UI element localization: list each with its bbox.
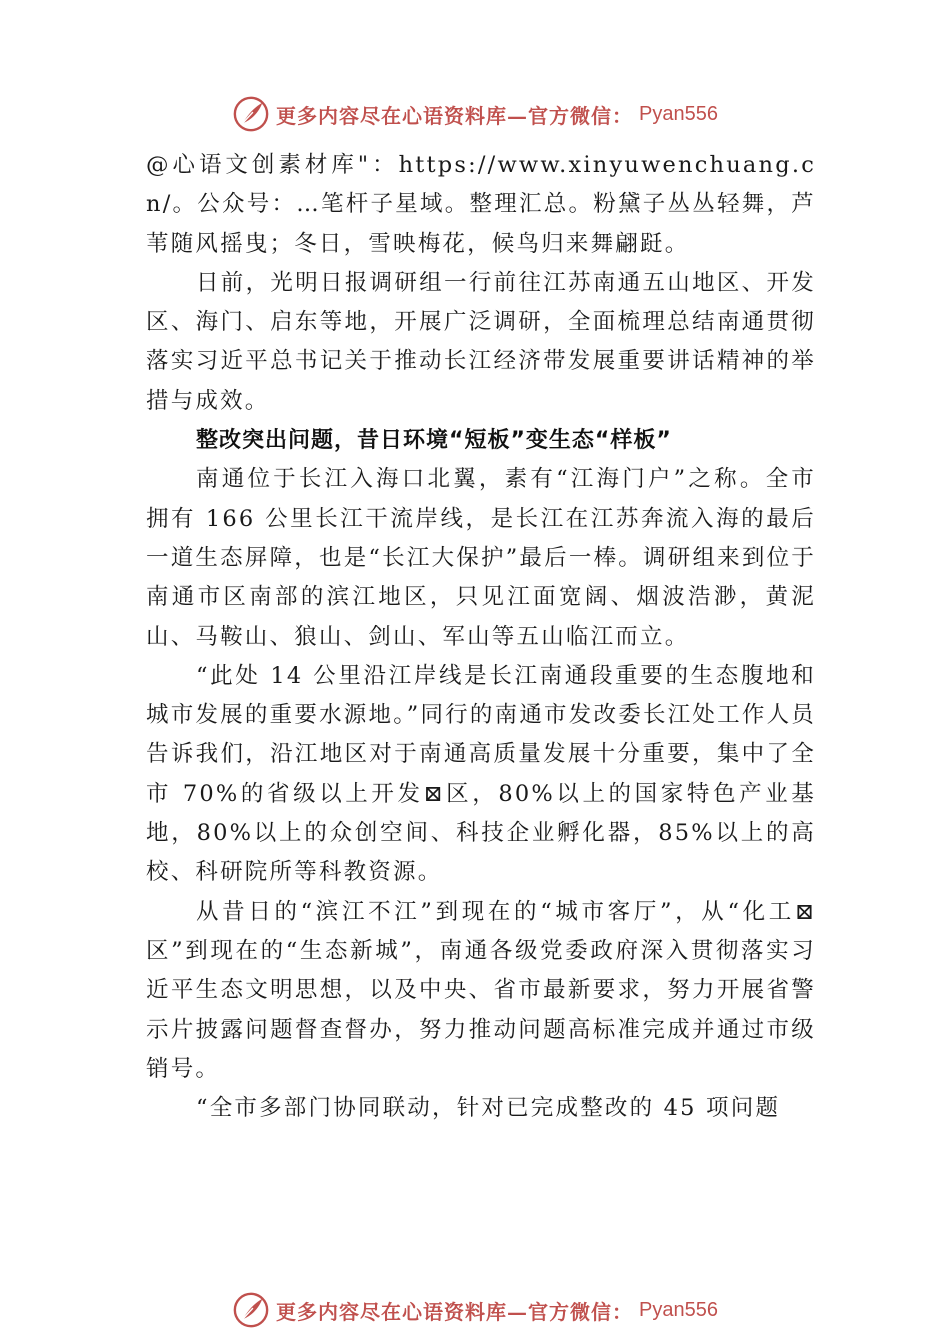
banner-wechat-id: Pyan556 bbox=[639, 1298, 718, 1321]
paragraph-1: 日前，光明日报调研组一行前往江苏南通五山地区、开发区、海门、启东等地，开展广泛调研，全面梳理总结南通贯彻落实习近平总书记关于推动长江经济带发展重要讲话精神的举措与成效。 bbox=[146, 269, 816, 414]
section-heading: 整改突出问题，昔日环境“短板”变生态“样板” bbox=[196, 428, 672, 454]
paragraph-4-text-a: 从昔日的“滨江不江”到现在的“城市客厅”，从“化工 bbox=[196, 898, 795, 925]
document-body bbox=[146, 146, 816, 1128]
intro-paragraph: @心语文创素材库"：https://www.xinyuwenchuang.cn/。公众号：…笔杆子星域。整理汇总。粉黛子丛丛轻舞，芦苇随风摇曳；冬日，雪映梅花，候鸟归来舞翩跹。 bbox=[146, 152, 816, 257]
bottom-banner bbox=[0, 1288, 950, 1332]
paragraph-4 bbox=[146, 893, 816, 1089]
quill-pen-logo-icon bbox=[232, 95, 270, 133]
paragraph-3-text: “此处 14 公里沿江岸线是长江南通段重要的生态腹地和城市发展的重要水源地。”同行的南通市发改委长江处工作人员告诉我们，沿江地区对于南通高质量发展十分重要，集中了全市 70%的省级以上开发 bbox=[146, 662, 816, 807]
quill-pen-logo-icon bbox=[232, 1291, 270, 1329]
banner-text: 更多内容尽在心语资料库—官方微信： bbox=[276, 103, 634, 128]
banner-text: 更多内容尽在心语资料库—官方微信： bbox=[276, 1299, 634, 1324]
paragraph-2: 南通位于长江入海口北翼，素有“江海门户”之称。全市拥有 166 公里长江干流岸线，是长江在江苏奔流入海的最后一道生态屏障，也是“长江大保护”最后一棒。调研组来到位于南通市区南部的滨江地区，只见江面宽阔、烟波浩渺，黄泥山、马鞍山、狼山、剑山、军山等五山临江而立。 bbox=[146, 466, 816, 650]
paragraph-4-text-b: 区”到现在的“生态新城”，南通各级党委政府深入贯彻落实习近平生态文明思想，以及中央、省市最新要求，努力开展省警示片披露问题督查督办，努力推动问题高标准完成并通过市级销号。 bbox=[146, 937, 816, 1082]
missing-glyph-icon: ⊠ bbox=[423, 780, 445, 807]
missing-glyph-icon: ⊠ bbox=[794, 898, 816, 925]
paragraph-5: “全市多部门协同联动，针对已完成整改的 45 项问题 bbox=[196, 1095, 781, 1122]
banner-wechat-id: Pyan556 bbox=[639, 102, 718, 125]
paragraph-3-rest: 区，80%以上的国家特色产业基地，80%以上的众创空间、科技企业孵化器，85%以上的高校、科研院所等科教资源。 bbox=[146, 780, 817, 886]
top-banner bbox=[0, 92, 950, 136]
paragraph-3 bbox=[146, 657, 816, 893]
